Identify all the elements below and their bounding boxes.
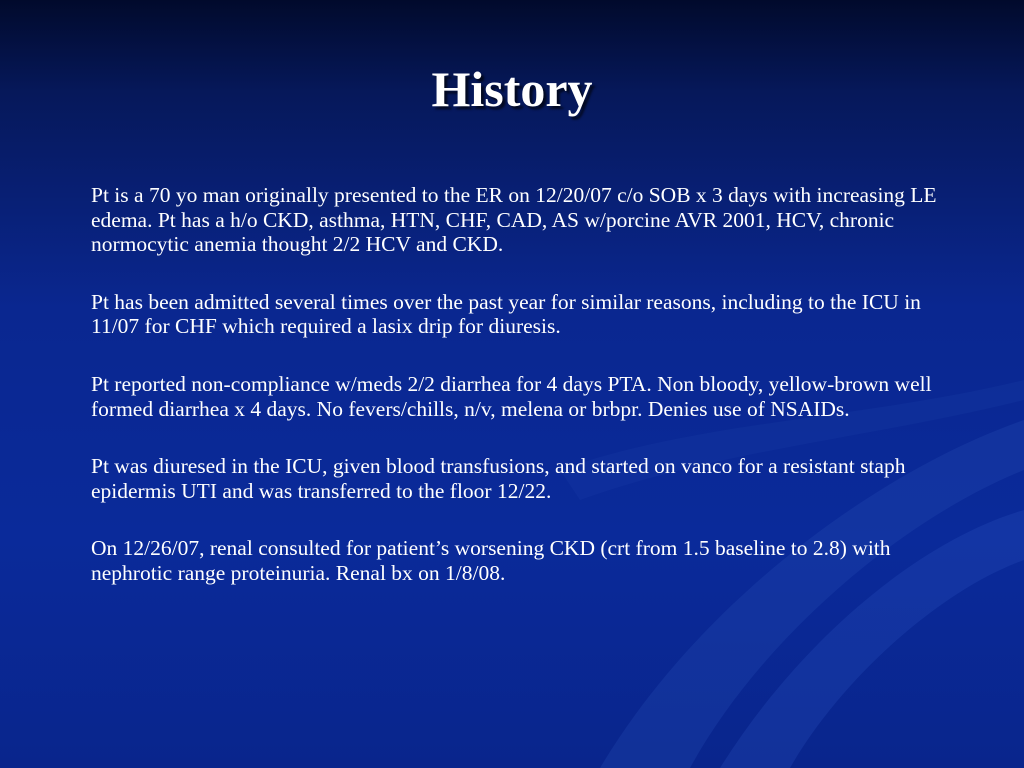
paragraph-noncompliance: Pt reported non-compliance w/meds 2/2 diarrhea for 4 days PTA. Non bloody, yellow-brown well formed diarrhea x 4 days. No fevers/chills, n/v, melena or brbpr. Denies use of NSAIDs. <box>91 371 932 421</box>
slide-body <box>91 183 951 619</box>
paragraph-admissions: Pt has been admitted several times over the past year for similar reasons, including to the ICU in 11/07 for CHF which required a lasix drip for diuresis. <box>91 289 921 339</box>
paragraph-icu-course: Pt was diuresed in the ICU, given blood transfusions, and started on vanco for a resistant staph epidermis UTI and was transferred to the floor 12/22. <box>91 454 906 503</box>
slide-title: History <box>431 61 593 117</box>
paragraph-presentation: Pt is a 70 yo man originally presented to the ER on 12/20/07 c/o SOB x 3 days with increasing LE edema. Pt has a h/o CKD, asthma, HTN, CHF, CAD, AS w/porcine AVR 2001, HCV, chronic normocytic anemia thought 2/2 HCV and CKD. <box>91 183 937 257</box>
paragraph-renal-consult: On 12/26/07, renal consulted for patient’s worsening CKD (crt from 1.5 baseline to 2.8) with nephrotic range proteinuria. Renal bx on 1/8/08. <box>91 536 891 585</box>
